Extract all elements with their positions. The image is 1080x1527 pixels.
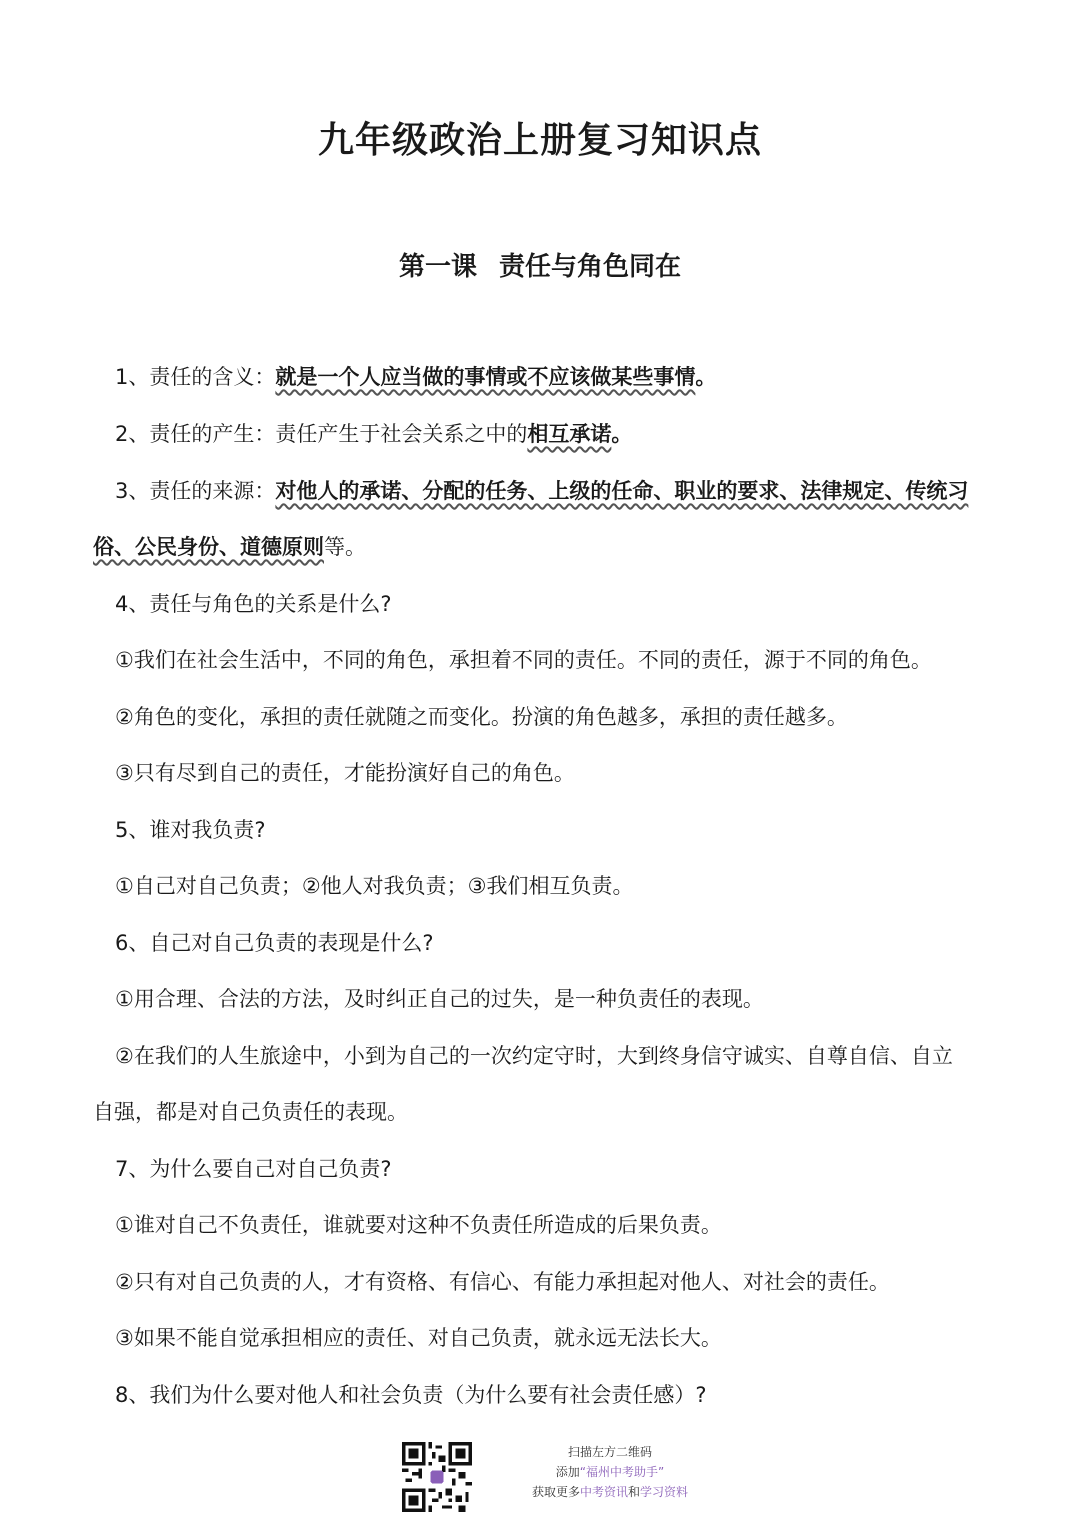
footer-text	[500, 1442, 720, 1502]
qr-code-icon[interactable]	[402, 1442, 472, 1512]
footer-promo	[400, 1440, 720, 1512]
answer-7-3: ③如果不能自觉承担相应的责任、对自己负责，就永远无法长大。	[115, 1326, 722, 1350]
answer-4-3: ③只有尽到自己的责任，才能扮演好自己的角色。	[115, 761, 575, 785]
answer-4-1: ①我们在社会生活中，不同的角色，承担着不同的责任。不同的责任，源于不同的角色。	[115, 648, 932, 672]
answer-6-2-cont: 自强，都是对自己负责任的表现。	[93, 1100, 408, 1124]
question-8: 8、我们为什么要对他人和社会负责（为什么要有社会责任感）?	[115, 1383, 707, 1407]
point-1: 1、责任的含义：就是一个人应当做的事情或不应该做某些事情。	[115, 365, 717, 389]
footer-line-3: 获取更多中考资讯和学习资料	[531, 1485, 689, 1499]
point-3: 3、责任的来源：对他人的承诺、分配的任务、上级的任命、职业的要求、法律规定、传统习	[115, 479, 969, 503]
lesson-heading	[0, 246, 1080, 283]
lesson-number: 第一课	[398, 252, 477, 282]
question-7: 7、为什么要自己对自己负责?	[115, 1157, 392, 1181]
footer-line-2: 添加“福州中考助手”	[555, 1465, 665, 1479]
answer-5-1: ①自己对自己负责；②他人对我负责；③我们相互负责。	[115, 874, 634, 898]
question-4: 4、责任与角色的关系是什么?	[115, 592, 392, 616]
question-5: 5、谁对我负责?	[115, 818, 266, 842]
page-title: 九年级政治上册复习知识点	[317, 120, 762, 161]
question-6: 6、自己对自己负责的表现是什么?	[115, 931, 434, 955]
answer-7-2: ②只有对自己负责的人，才有资格、有信心、有能力承担起对他人、对社会的责任。	[115, 1270, 890, 1294]
answer-6-2: ②在我们的人生旅途中，小到为自己的一次约定守时，大到终身信守诚实、自尊自信、自立	[115, 1044, 953, 1068]
answer-6-1: ①用合理、合法的方法，及时纠正自己的过失，是一种负责任的表现。	[115, 987, 764, 1011]
point-3-cont: 俗、公民身份、道德原则等。	[93, 535, 366, 559]
answer-7-1: ①谁对自己不负责任，谁就要对这种不负责任所造成的后果负责。	[115, 1213, 722, 1237]
answer-4-2: ②角色的变化，承担的责任就随之而变化。扮演的角色越多，承担的责任越多。	[115, 705, 848, 729]
lesson-name: 责任与角色同在	[499, 252, 682, 282]
point-2: 2、责任的产生：责任产生于社会关系之中的相互承诺。	[115, 422, 633, 446]
footer-line-1: 扫描左方二维码	[567, 1445, 652, 1459]
